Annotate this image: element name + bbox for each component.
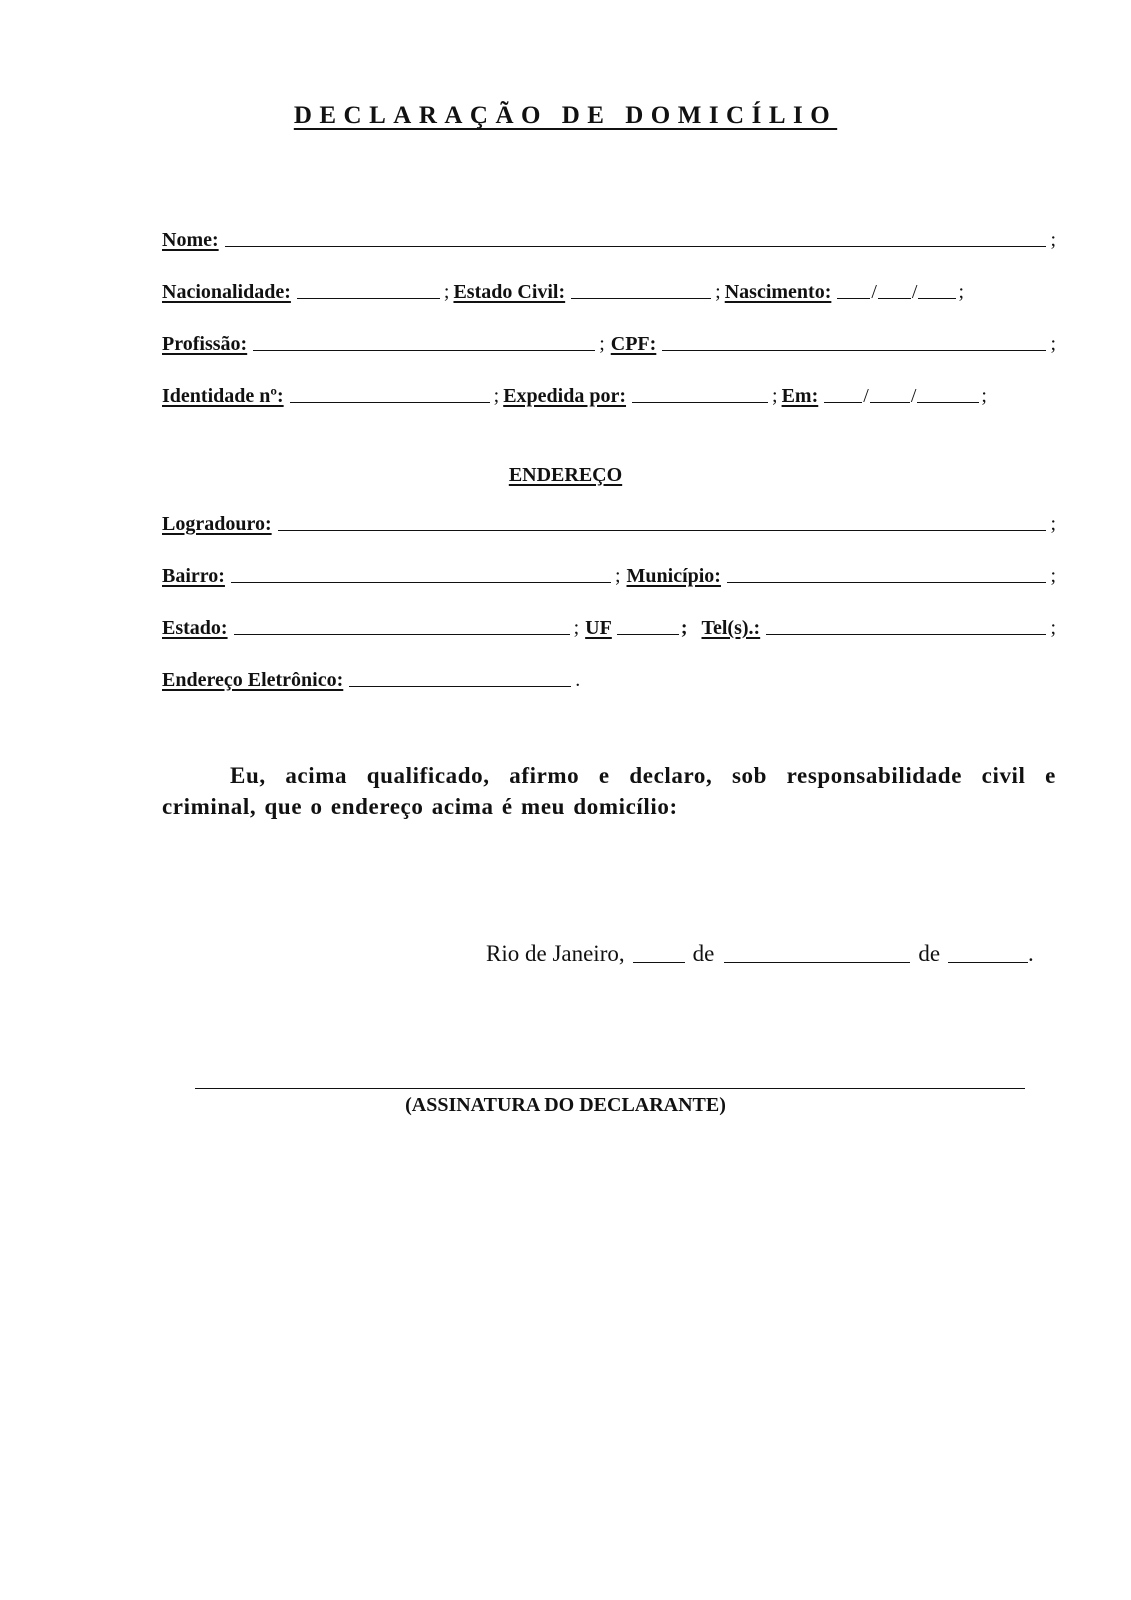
de-text: de [692, 941, 715, 966]
page-title: DECLARAÇÃO DE DOMICÍLIO [293, 102, 838, 129]
separator: ; [573, 617, 580, 639]
em-date-field[interactable]: / / [824, 380, 979, 408]
separator: ; [614, 565, 621, 587]
city-text: Rio de Janeiro, [486, 941, 625, 966]
period: . [1028, 941, 1034, 966]
estado-civil-field[interactable] [571, 276, 711, 299]
separator: ; [772, 385, 778, 407]
tel-label: Tel(s).: [701, 617, 761, 639]
expedida-field[interactable] [632, 380, 768, 403]
year-field[interactable] [948, 938, 1028, 963]
email-label: Endereço Eletrônico: [162, 669, 344, 691]
de-text: de [918, 941, 941, 966]
expedida-label: Expedida por: [503, 385, 627, 407]
cpf-label: CPF: [610, 333, 657, 355]
profissao-label: Profissão: [162, 333, 248, 355]
nascimento-date-field[interactable]: / / [837, 276, 956, 304]
separator: ; [680, 617, 688, 639]
place-date-line [486, 938, 1058, 967]
municipio-label: Município: [626, 565, 721, 587]
uf-field[interactable] [617, 612, 679, 635]
nome-label: Nome: [162, 229, 219, 251]
nome-field[interactable] [225, 224, 1047, 247]
separator: ; [1050, 229, 1056, 251]
day-field[interactable] [633, 938, 685, 963]
municipio-field[interactable] [727, 560, 1046, 583]
nacionalidade-label: Nacionalidade: [162, 281, 291, 303]
separator: ; [443, 281, 450, 303]
nacionalidade-field[interactable] [297, 276, 440, 299]
separator: . [575, 669, 581, 691]
separator: ; [958, 281, 965, 303]
logradouro-field[interactable] [278, 508, 1047, 531]
estado-field[interactable] [234, 612, 570, 635]
separator: ; [715, 281, 721, 303]
row-nacionalidade [162, 274, 1056, 304]
signature-caption: (ASSINATURA DO DECLARANTE) [405, 1094, 726, 1116]
separator: ; [599, 333, 605, 355]
estado-civil-label: Estado Civil: [453, 281, 566, 303]
uf-label: UF [585, 617, 612, 639]
identidade-field[interactable] [290, 380, 490, 403]
nascimento-label: Nascimento: [724, 281, 832, 303]
tel-field[interactable] [766, 612, 1046, 635]
em-label: Em: [781, 385, 819, 407]
separator: ; [493, 385, 500, 407]
row-identidade [162, 378, 1056, 408]
separator: ; [1050, 513, 1056, 535]
row-email [162, 662, 1056, 692]
bairro-label: Bairro: [162, 565, 225, 587]
bairro-field[interactable] [231, 560, 611, 583]
separator: ; [1050, 333, 1056, 355]
signature-line[interactable] [195, 1088, 1025, 1089]
separator: ; [981, 385, 987, 407]
row-bairro [162, 558, 1056, 588]
estado-label: Estado: [162, 617, 228, 639]
identidade-label: Identidade nº: [162, 385, 284, 407]
separator: ; [1050, 617, 1056, 639]
separator: ; [1050, 565, 1056, 587]
logradouro-label: Logradouro: [162, 513, 272, 535]
row-profissao [162, 326, 1056, 356]
row-nome [162, 222, 1056, 252]
month-field[interactable] [724, 938, 910, 963]
address-section-heading: ENDEREÇO [508, 464, 623, 486]
cpf-field[interactable] [662, 328, 1046, 351]
email-field[interactable] [349, 664, 571, 687]
row-logradouro [162, 506, 1056, 536]
declaration-text: Eu, acima qualificado, afirmo e declaro, sob responsabilidade civil e criminal, que o endereço acima é meu domicílio: [162, 763, 1056, 819]
row-estado [162, 610, 1056, 640]
profissao-field[interactable] [253, 328, 595, 351]
